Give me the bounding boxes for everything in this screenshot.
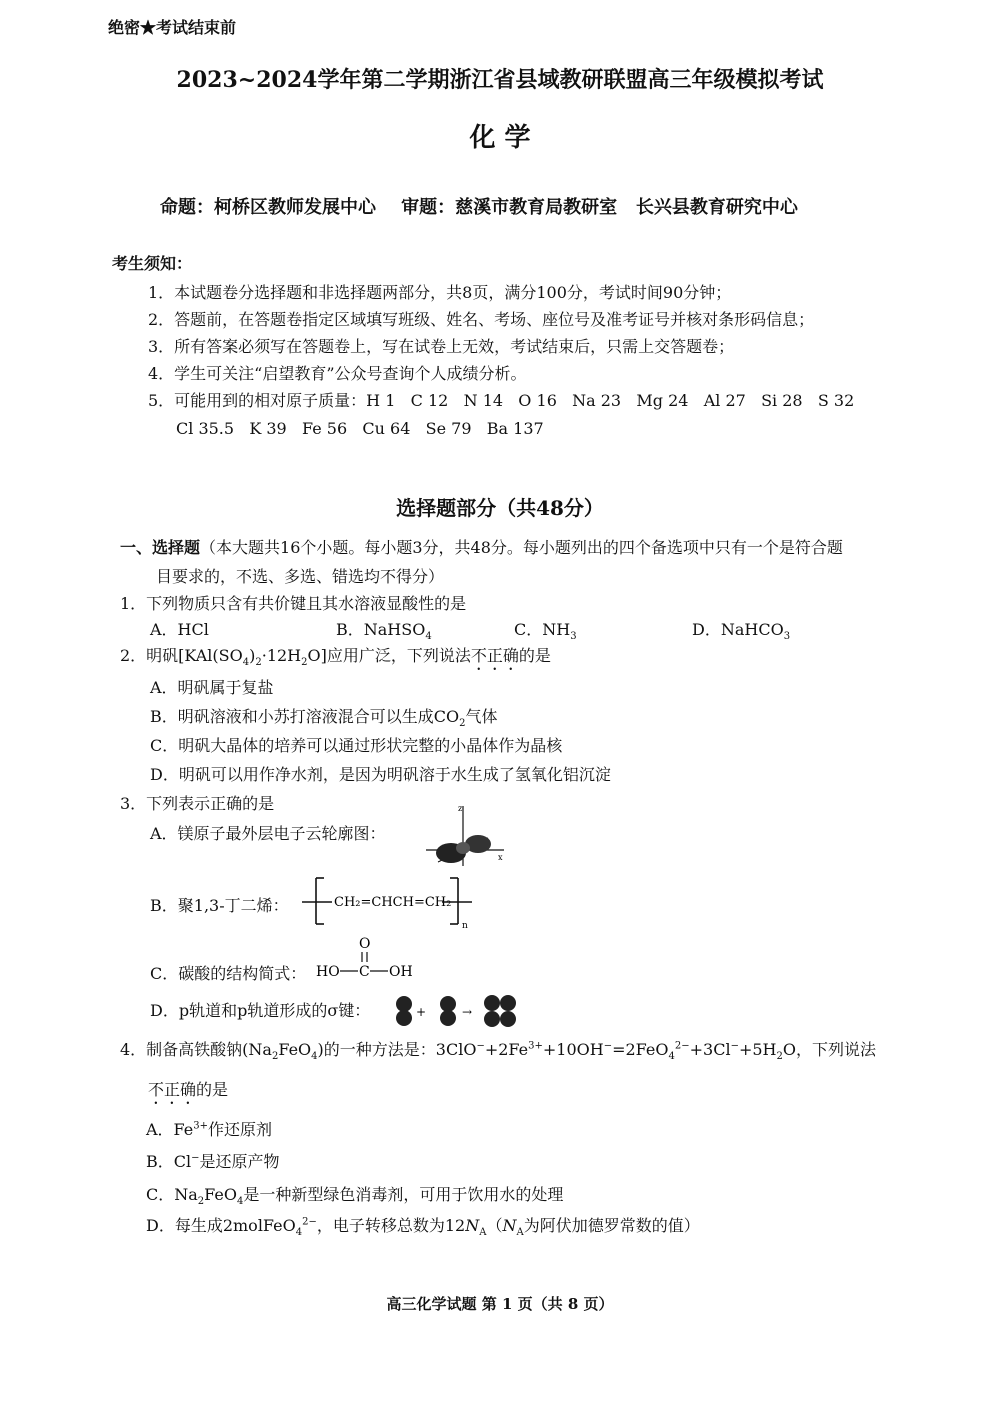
q2-option-c: C．明矾大晶体的培养可以通过形状完整的小晶体作为晶核 bbox=[150, 736, 563, 755]
q3-option-a: A．镁原子最外层电子云轮廓图： bbox=[150, 824, 386, 843]
section-label: 一、选择题 bbox=[120, 538, 201, 557]
polymer-formula: CH₂=CHCH=CH₂ bbox=[334, 895, 452, 910]
subject-title: 化 学 bbox=[469, 123, 531, 153]
authors-line: 命题：柯桥区教师发展中心 审题：慈溪市教育局教研室 长兴县教育研究中心 bbox=[160, 197, 798, 218]
svg-text:→: → bbox=[462, 1005, 473, 1019]
q1-option-c: C．$NH_3$ bbox=[514, 620, 577, 643]
q4-stem: 4．制备高铁酸钠$(Na_2FeO_4)$的一种方法是：$3ClO^-+2Fe^{3+}+10OH^-=2FeO_4^{2-}+3Cl^-+5H_2O$，下列说法 bbox=[120, 1040, 877, 1063]
carbon-atom: C bbox=[359, 964, 370, 980]
notice-item-atomic-masses: 5．可能用到的相对原子质量：H 1 C 12 N 14 O 16 Na 23 Mg 24 Al 27 Si 28 S 32 bbox=[148, 391, 855, 410]
section-title: 选择题部分（共48分） bbox=[396, 496, 604, 520]
q4-option-a: A．$Fe^{3+}$作还原剂 bbox=[146, 1120, 273, 1139]
confidential-mark: 绝密★考试结束前 bbox=[108, 18, 237, 37]
q1-option-a: A．HCl bbox=[150, 620, 209, 639]
exam-title: 2023~2024学年第二学期浙江省县域教研联盟高三年级模拟考试 bbox=[176, 67, 824, 93]
axis-label-x: x bbox=[498, 853, 503, 862]
hydroxyl-left: HO bbox=[316, 964, 340, 980]
notice-item: 1．本试题卷分选择题和非选择题两部分，共8页，满分100分，考试时间90分钟； bbox=[148, 283, 732, 302]
carbonic-acid-structure bbox=[314, 934, 424, 984]
mg-electron-cloud-diagram bbox=[418, 802, 508, 870]
q2-stem: 2．明矾$[KAl(SO_4)_2\cdot 12H_2O]$应用广泛，下列说法不正确的是 bbox=[120, 646, 551, 669]
q1-option-d: D．NaHCO$_3$ bbox=[692, 620, 791, 643]
q2-option-b: B．明矾溶液和小苏打溶液混合可以生成$CO_2$气体 bbox=[150, 707, 498, 730]
section-intro bbox=[120, 538, 843, 558]
section-intro-text: （本大题共16个小题。每小题3分，共48分。每小题列出的四个备选项中只有一个是符合题 bbox=[200, 538, 843, 557]
q1-stem: 1．下列物质只含有共价键且其水溶液显酸性的是 bbox=[120, 594, 467, 613]
page-footer: 高三化学试题 第 1 页（共 8 页） bbox=[386, 1295, 614, 1313]
q4-option-d: D．每生成2molFeO$_4^{2-}$，电子转移总数为$12N_A(N_A$为阿伏加德罗常数的值） bbox=[146, 1216, 700, 1239]
carbonyl-oxygen: O bbox=[359, 936, 371, 952]
q4-stem-cont: 不正确的是 bbox=[148, 1080, 229, 1099]
notice-item: 3．所有答案必须写在答题卷上，写在试卷上无效，考试结束后，只需上交答题卷； bbox=[148, 337, 735, 356]
notice-item: 4．学生可关注“启望教育”公众号查询个人成绩分析。 bbox=[148, 364, 527, 383]
axis-label-z: z bbox=[458, 804, 463, 813]
notice-item: 2．答题前，在答题卷指定区域填写班级、姓名、考场、座位号及准考证号并核对条形码信息； bbox=[148, 310, 815, 329]
q3-option-c: C．碳酸的结构简式： bbox=[150, 964, 307, 983]
q3-stem: 3．下列表示正确的是 bbox=[120, 794, 275, 813]
q2-option-a: A．明矾属于复盐 bbox=[150, 678, 274, 697]
q4-option-b: B．Cl−是还原产物 bbox=[146, 1152, 280, 1171]
notice-title: 考生须知： bbox=[112, 254, 193, 273]
polybutadiene-structure bbox=[296, 874, 486, 930]
notice-item-atomic-masses-cont: Cl 35.5 K 39 Fe 56 Cu 64 Se 79 Ba 137 bbox=[176, 419, 544, 438]
hydroxyl-right: OH bbox=[389, 964, 413, 980]
q2-option-d: D．明矾可以用作净水剂，是因为明矾溶于水生成了氢氧化铝沉淀 bbox=[150, 765, 611, 784]
degree-n: n bbox=[462, 921, 468, 930]
q4-option-c: C．$Na_2FeO_4$是一种新型绿色消毒剂，可用于饮用水的处理 bbox=[146, 1185, 564, 1208]
q1-option-b: B．NaHSO$_4$ bbox=[336, 620, 432, 643]
q3-option-b: B．聚1,3-丁二烯： bbox=[150, 896, 289, 915]
emphasis-not-correct: 不正确 bbox=[470, 646, 519, 665]
svg-text:+: + bbox=[416, 1005, 427, 1019]
q3-option-d: D．p轨道和p轨道形成的σ键： bbox=[150, 1001, 371, 1020]
sigma-bond-diagram bbox=[392, 992, 522, 1030]
section-intro-cont: 目要求的，不选、多选、错选均不得分） bbox=[156, 567, 445, 586]
emphasis-not-correct: 不正确 bbox=[148, 1080, 197, 1099]
